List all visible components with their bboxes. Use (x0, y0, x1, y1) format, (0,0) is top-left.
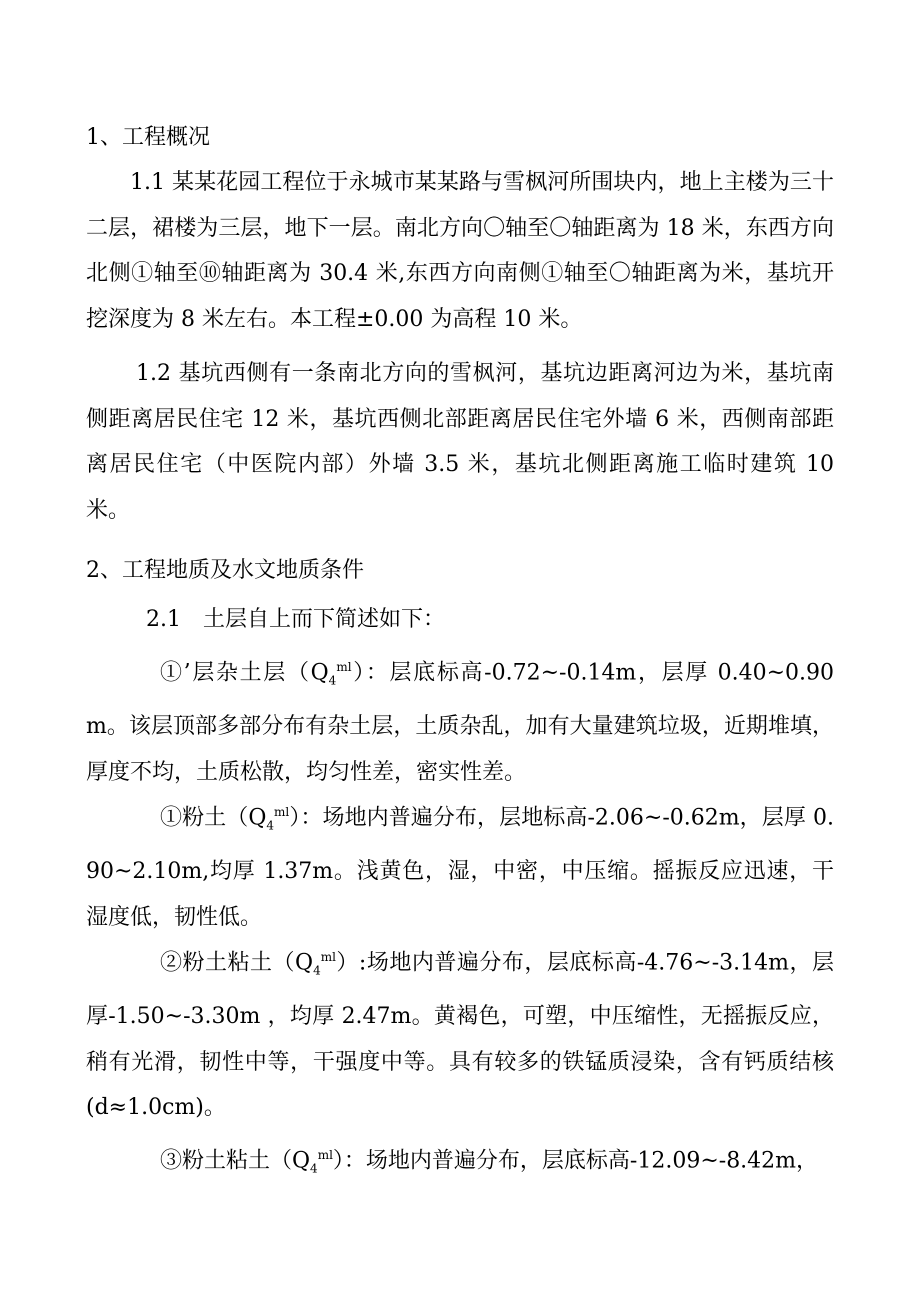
layer-3-rest: ）：场地内普遍分布，层底标高-12.09~-8.42m， (332, 1148, 819, 1174)
paragraph-layer-3 (86, 1133, 834, 1192)
layer-fill-lead: ①’层杂土层（Q (160, 660, 329, 686)
paragraph-layer-1 (86, 790, 834, 940)
layer-2-lead: ②粉土粘土（Q (160, 950, 314, 976)
paragraph-1-1: 1.1 某某花园工程位于永城市某某路与雪枫河所围块内，地上主楼为三十二层，裙楼为三层，地下一层。南北方向〇轴至〇轴距离为 18 米，东西方向北侧①轴至⑩轴距离为 30.4 米,东西方向南侧①轴至〇轴距离为米，基坑开挖深度为 8 米左右。本工程±0.00 为高程 10 米。 (86, 170, 834, 332)
layer-3-subscript: 4 (310, 1161, 318, 1176)
paragraph-layer-fill (86, 645, 834, 795)
paragraph-2-1 (86, 597, 834, 643)
layer-2-subscript: 4 (313, 963, 321, 978)
layer-fill-rest: ）：层底标高-0.72~-0.14m，层厚 0.40~0.90m。该层顶部多部分布有杂土层，土质杂乱，加有大量建筑垃圾，近期堆填，厚度不均，土质松散，均匀性差，密实性差。 (86, 660, 835, 785)
layer-fill-subscript: 4 (328, 673, 337, 688)
section-heading-overview: 1、工程概况 (86, 125, 210, 150)
paragraph-2-1-text: 2.1 土层自上而下简述如下： (146, 607, 445, 632)
layer-1-lead: ①粉土（Q (160, 805, 267, 831)
layer-2-rest: ）:场地内普遍分布，层底标高-4.76~-3.14m，层厚-1.50~-3.30m ，均厚 2.47m。黄褐色，可塑，中压缩性，无摇振反应，稍有光滑，韧性中等，干强度中等。具有较多的铁锰质浸染，含有钙质结核(d≈1.0cm)。 (86, 950, 835, 1121)
paragraph-1-2: 1.2 基坑西侧有一条南北方向的雪枫河，基坑边距离河边为米，基坑南侧距离居民住宅 12 米，基坑西侧北部距离居民住宅外墙 6 米，西侧南部距离居民住宅（中医院内部）外墙 3.5 米，基坑北侧距离施工临时建筑 10 米。 (86, 361, 834, 523)
paragraph-layer-2 (86, 935, 834, 1131)
section-heading-geology: 2、工程地质及水文地质条件 (86, 558, 364, 583)
layer-fill-superscript: ml (336, 660, 352, 674)
layer-1-rest: ）：场地内普遍分布，层地标高-2.06~-0.62m，层厚 0.90~2.10m,均厚 1.37m。浅黄色，湿，中密，中压缩。摇振反应迅速，干湿度低，韧性低。 (86, 805, 834, 930)
layer-3-superscript: ml (317, 1148, 333, 1162)
layer-1-superscript: ml (274, 805, 290, 819)
layer-1-subscript: 4 (266, 818, 275, 833)
layer-3-lead: ③粉土粘土（Q (160, 1148, 311, 1174)
layer-2-superscript: ml (320, 950, 336, 964)
